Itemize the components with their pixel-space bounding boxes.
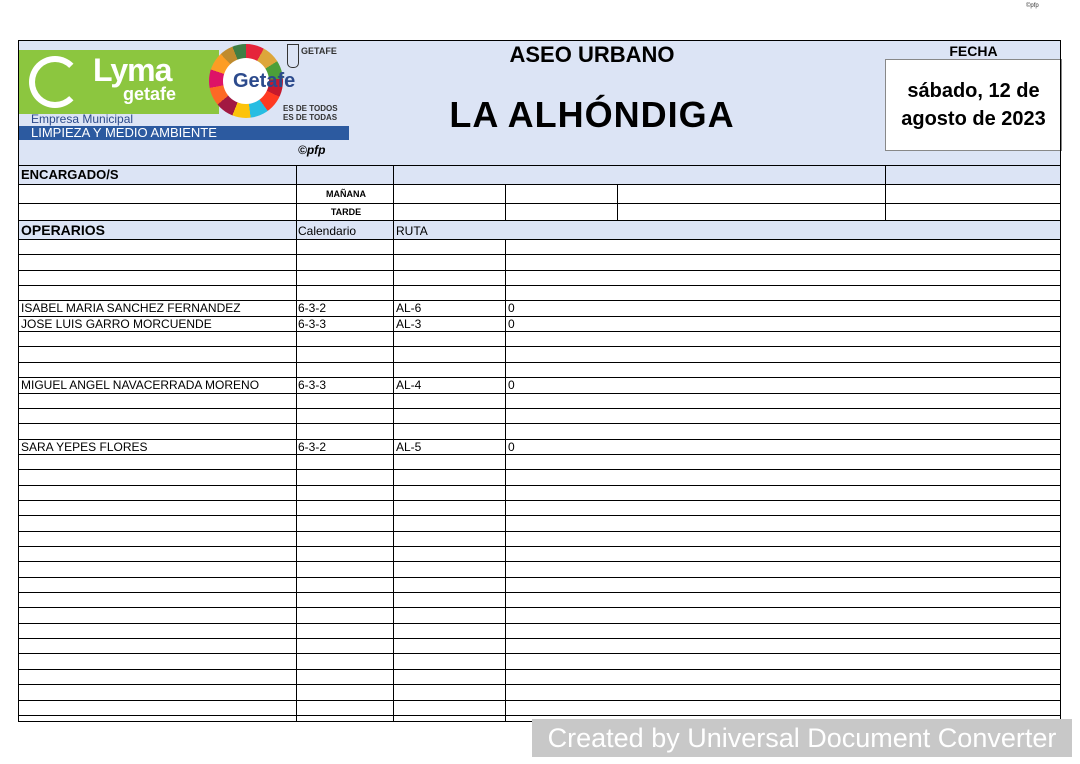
operario-cal: 6-3-3 [298, 317, 327, 331]
operario-cal: 6-3-2 [298, 440, 327, 454]
operario-ruta: AL-5 [396, 440, 422, 454]
watermark: Created by Universal Document Converter [532, 719, 1072, 757]
ruta-header: RUTA [396, 224, 428, 238]
operario-name: MIGUEL ANGEL NAVACERRADA MORENO [21, 378, 260, 392]
lyma-brand-sub: getafe [123, 84, 177, 104]
ayuntamiento-label: GETAFE [301, 46, 337, 56]
calendario-header: Calendario [298, 224, 357, 238]
copyright-mark: ©pfp [298, 143, 326, 157]
operario-extra: 0 [508, 317, 515, 331]
getafe-logo-text: Getafe [233, 70, 296, 92]
operario-ruta: AL-4 [396, 378, 422, 392]
operario-cal: 6-3-2 [298, 301, 327, 315]
operario-name: JOSE LUIS GARRO MORCUENDE [21, 317, 212, 331]
operario-ruta: AL-3 [396, 317, 422, 331]
operario-ruta: AL-6 [396, 301, 422, 315]
empresa-label: Empresa Municipal [31, 112, 134, 126]
operario-extra: 0 [508, 378, 515, 392]
tarde-label: TARDE [330, 207, 362, 217]
operarios-label: OPERARIOS [21, 223, 106, 237]
document-title: ASEO URBANO [509, 42, 675, 67]
document-frame [18, 40, 1061, 722]
operario-extra: 0 [508, 301, 515, 315]
corner-mark: ©pfp [1026, 3, 1039, 9]
fecha-label: FECHA [949, 43, 998, 59]
operario-cal: 6-3-3 [298, 378, 327, 392]
operario-extra: 0 [508, 440, 515, 454]
fecha-value: sábado, 12 de agosto de 2023 [885, 59, 1062, 151]
encargados-label: ENCARGADO/S [21, 168, 119, 182]
slogan-line-2: ES DE TODAS [283, 113, 338, 122]
division-label: LIMPIEZA Y MEDIO AMBIENTE [19, 126, 349, 140]
slogan-line-1: ES DE TODOS [283, 104, 338, 113]
lyma-brand: Lyma [93, 52, 172, 88]
operario-name: ISABEL MARIA SANCHEZ FERNANDEZ [21, 301, 241, 315]
operario-name: SARA YEPES FLORES [21, 440, 148, 454]
manana-label: MAÑANA [326, 189, 366, 199]
location-title: LA ALHÓNDIGA [449, 94, 735, 135]
